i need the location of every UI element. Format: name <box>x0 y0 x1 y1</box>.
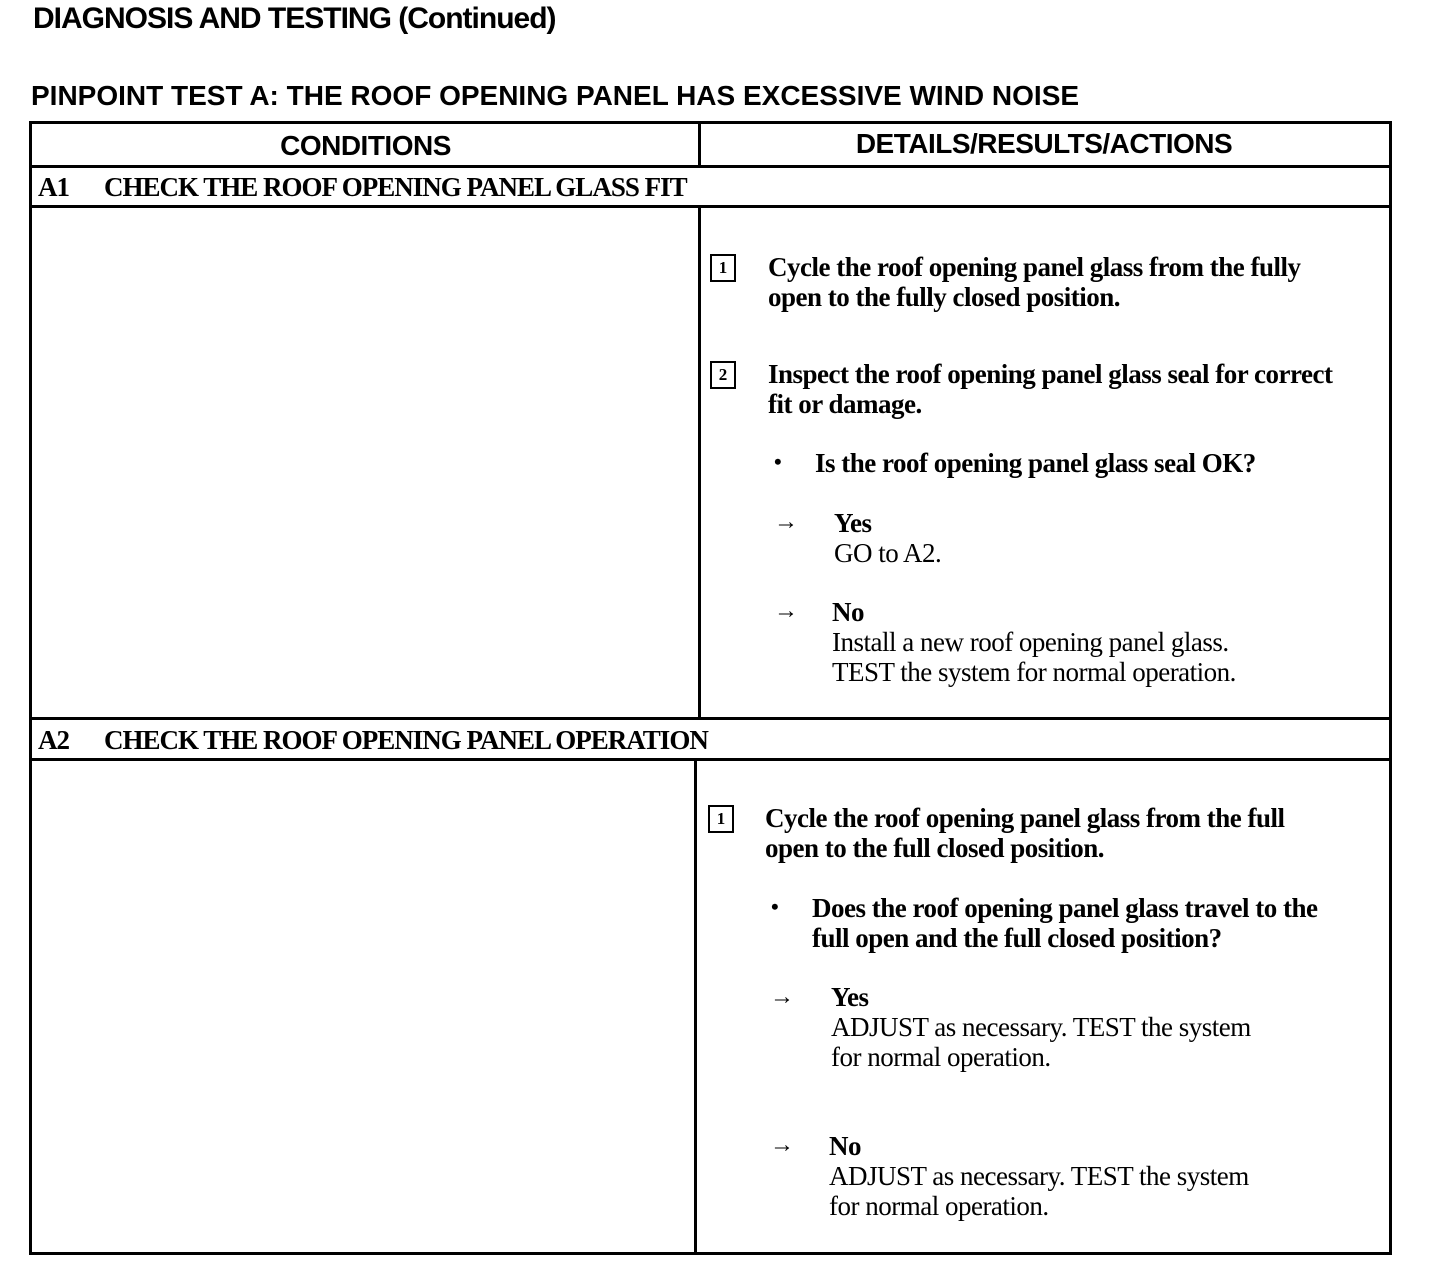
step-code: A2 <box>38 725 69 755</box>
step-instruction: Inspect the roof opening panel glass seal for correct fit or damage. <box>768 359 1333 419</box>
header-divider <box>32 165 1389 168</box>
a1-title-divider <box>32 205 1389 208</box>
step-header-a2 <box>38 725 708 756</box>
result-no: No Install a new roof opening panel glass. TEST the system for normal operation. <box>832 597 1236 687</box>
step-instruction: Cycle the roof opening panel glass from the full open to the full closed position. <box>765 803 1285 863</box>
details-column-header: DETAILS/RESULTS/ACTIONS <box>855 128 1233 159</box>
a1-bottom-divider <box>32 717 1389 720</box>
a2-title-divider <box>32 758 1389 761</box>
arrow-right-icon: → <box>774 509 798 535</box>
question-text: Does the roof opening panel glass travel to the full open and the full closed position? <box>812 893 1318 953</box>
step-instruction: Cycle the roof opening panel glass from the fully open to the fully closed position. <box>768 252 1301 312</box>
arrow-right-icon: → <box>774 598 798 624</box>
result-yes: Yes GO to A2. <box>834 508 942 568</box>
result-no: No ADJUST as necessary. TEST the system for normal operation. <box>829 1131 1249 1221</box>
a2-column-divider <box>694 759 697 1255</box>
step-code: A1 <box>38 172 69 202</box>
conditions-column-header: CONDITIONS <box>280 130 451 161</box>
step-header-a1 <box>38 172 687 203</box>
a1-column-divider <box>698 206 701 718</box>
step-number-box: 1 <box>708 805 734 833</box>
step-title: CHECK THE ROOF OPENING PANEL GLASS FIT <box>104 172 687 202</box>
pinpoint-test-title: PINPOINT TEST A: THE ROOF OPENING PANEL HAS EXCESSIVE WIND NOISE <box>31 80 1080 111</box>
header-column-divider <box>698 124 701 166</box>
arrow-right-icon: → <box>770 984 794 1010</box>
question-text: Is the roof opening panel glass seal OK? <box>815 448 1256 478</box>
step-number-box: 2 <box>710 361 736 389</box>
bullet-icon: • <box>774 449 782 474</box>
page-title: DIAGNOSIS AND TESTING (Continued) <box>33 2 556 35</box>
step-number-box: 1 <box>710 254 736 282</box>
step-title: CHECK THE ROOF OPENING PANEL OPERATION <box>104 725 708 755</box>
arrow-right-icon: → <box>770 1132 794 1158</box>
pinpoint-test-table <box>29 121 1392 1255</box>
bullet-icon: • <box>771 894 779 919</box>
result-yes: Yes ADJUST as necessary. TEST the system for normal operation. <box>831 982 1251 1072</box>
